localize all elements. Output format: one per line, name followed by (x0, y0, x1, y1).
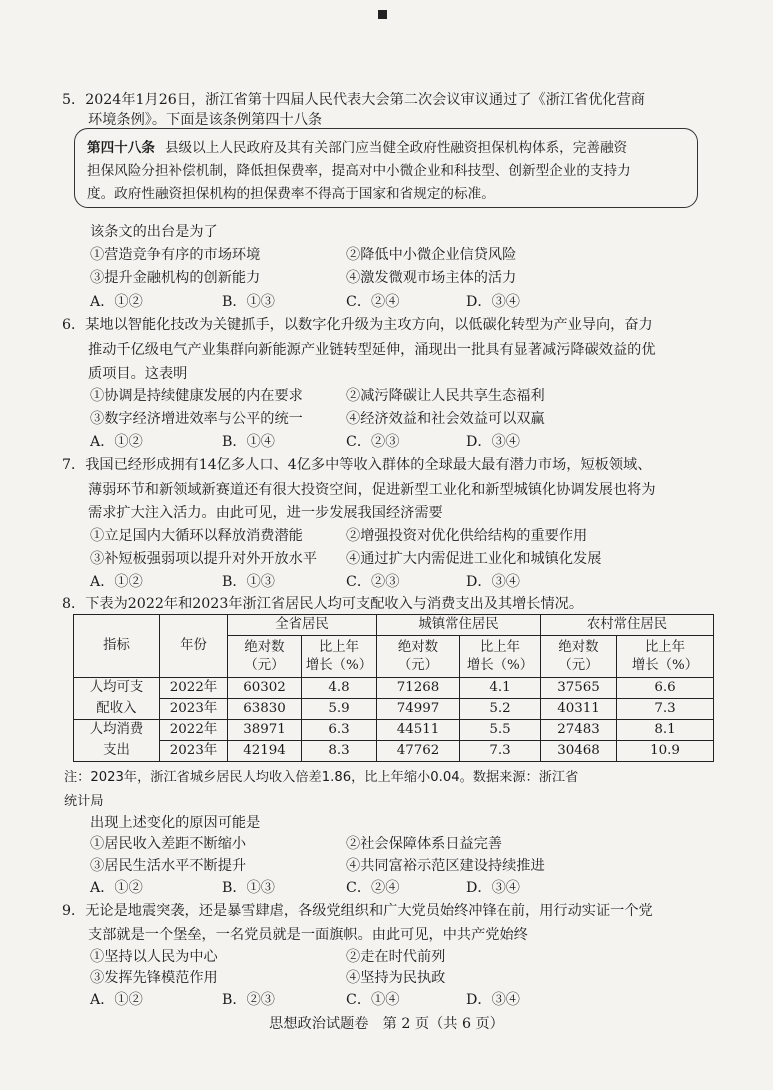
q6-statement-3: ③数字经济增进效率与公平的统一 (90, 411, 303, 427)
q6-option-c[interactable]: C．②③ (346, 434, 400, 450)
q7-statement-2: ②增强投资对优化供给结构的重要作用 (346, 528, 588, 544)
q8-statement-2: ②社会保障体系日益完善 (346, 836, 503, 852)
q5-statement-2: ②降低中小微企业信贷风险 (346, 247, 517, 263)
header-urban-growth (460, 636, 541, 678)
cell: 10.9 (617, 741, 714, 762)
row-indicator: 配收入 (74, 699, 160, 720)
q5-option-b[interactable]: B．①③ (222, 294, 275, 310)
q6-option-b[interactable]: B．①④ (222, 434, 275, 450)
page-footer: 思想政治试题卷 第 2 页（共 6 页） (269, 1016, 504, 1032)
row-year: 2022年 (160, 678, 228, 699)
q5-statement-3: ③提升金融机构的创新能力 (90, 270, 261, 286)
q8-prompt: 出现上述变化的原因可能是 (90, 815, 261, 831)
growth-label: 比上年 (318, 639, 360, 655)
q6-stem-line1: 6．某地以智能化技改为关键抓手，以数字化升级为主攻方向，以低碳化转型为产业导向，奋力 (62, 317, 653, 333)
q9-statement-3: ③发挥先锋模范作用 (90, 970, 218, 986)
q6-stem-line2: 推动千亿级电气产业集群向新能源产业链转型延伸，涌现出一批具有显著减污降碳效益的优 (88, 342, 656, 358)
growth-unit: 增长（%） (305, 657, 373, 673)
cell: 4.8 (302, 678, 377, 699)
cell: 71268 (377, 678, 460, 699)
cell: 30468 (541, 741, 617, 762)
q8-note-line1: 注：2023年，浙江省城乡居民人均收入倍差1.86，比上年缩小0.04。数据来源：浙江省 (64, 770, 579, 785)
q9-option-b[interactable]: B．②③ (222, 992, 275, 1008)
growth-label: 比上年 (644, 639, 686, 655)
q5-option-c[interactable]: C．②④ (346, 294, 400, 310)
q9-stem-line2: 支部就是一个堡垒，一名党员就是一面旗帜。由此可见，中共产党始终 (88, 927, 528, 943)
q6-stem-line3: 质项目。这表明 (88, 366, 188, 382)
cell: 40311 (541, 699, 617, 720)
q9-option-a[interactable]: A．①② (90, 992, 143, 1008)
q5-stem-line1: 5．2024年1月26日，浙江省第十四届人民代表大会第二次会议审议通过了《浙江省优化营商 (62, 92, 645, 108)
table-row (74, 678, 714, 699)
q8-option-b[interactable]: B．①③ (222, 880, 275, 896)
header-province-growth (302, 636, 377, 678)
abs-label: 绝对数 (244, 639, 285, 655)
q9-option-d[interactable]: D．③④ (466, 992, 520, 1008)
cell: 5.2 (460, 699, 541, 720)
q7-statement-3: ③补短板强弱项以提升对外开放水平 (90, 551, 318, 567)
q5-stem-line2: 环境条例》。下面是该条例第四十八条 (88, 112, 323, 128)
q5-article-line2: 担保风险分担补偿机制，降低担保费率，提高对中小微企业和科技型、创新型企业的支持力 (87, 163, 631, 179)
q9-statement-4: ④坚持为民执政 (346, 970, 446, 986)
q7-option-d[interactable]: D．③④ (466, 574, 520, 590)
q7-statement-1: ①立足国内大循环以释放消费潜能 (90, 528, 303, 544)
q5-prompt: 该条文的出台是为了 (90, 224, 218, 240)
q8-option-a[interactable]: A．①② (90, 880, 143, 896)
q8-stem-line1: 8．下表为2022年和2023年浙江省居民人均可支配收入与消费支出及其增长情况。 (62, 596, 584, 612)
q7-stem-line2: 薄弱环节和新领域新赛道还有很大投资空间，促进新型工业化和新型城镇化协调发展也将为 (88, 482, 656, 498)
growth-unit: 增长（%） (631, 657, 699, 673)
q7-stem-line3: 需求扩大注入活力。由此可见，进一步发展我国经济需要 (88, 505, 443, 521)
row-year: 2023年 (160, 699, 228, 720)
registration-mark (378, 10, 387, 19)
cell: 60302 (228, 678, 302, 699)
q8-note-line2: 统计局 (64, 794, 104, 809)
q7-option-b[interactable]: B．①③ (222, 574, 275, 590)
header-urban: 城镇常住居民 (377, 615, 541, 636)
abs-unit: （元） (244, 657, 285, 673)
q8-option-d[interactable]: D．③④ (466, 880, 520, 896)
q9-statement-1: ①坚持以人民为中心 (90, 949, 218, 965)
cell: 44511 (377, 720, 460, 741)
q9-statement-2: ②走在时代前列 (346, 949, 446, 965)
cell: 63830 (228, 699, 302, 720)
table-row (74, 720, 714, 741)
income-consumption-table (73, 614, 714, 762)
header-rural-abs (541, 636, 617, 678)
row-indicator: 人均可支 (74, 678, 160, 699)
growth-label: 比上年 (479, 639, 521, 655)
q8-statement-3: ③居民生活水平不断提升 (90, 858, 247, 874)
header-province: 全省居民 (228, 615, 377, 636)
cell: 38971 (228, 720, 302, 741)
q8-statement-1: ①居民收入差距不断缩小 (90, 836, 247, 852)
cell: 6.3 (302, 720, 377, 741)
cell: 7.3 (617, 699, 714, 720)
cell: 4.1 (460, 678, 541, 699)
q7-option-c[interactable]: C．②③ (346, 574, 400, 590)
cell: 7.3 (460, 741, 541, 762)
header-province-abs (228, 636, 302, 678)
cell: 8.1 (617, 720, 714, 741)
q5-article-line1: 县级以上人民政府及其有关部门应当健全政府性融资担保机构体系，完善融资 (164, 140, 628, 156)
row-indicator: 支出 (74, 741, 160, 762)
q7-stem-line1: 7．我国已经形成拥有14亿多人口、4亿多中等收入群体的全球最大最有潜力市场，短板领域、 (62, 457, 652, 473)
q8-statement-4: ④共同富裕示范区建设持续推进 (346, 858, 545, 874)
cell: 42194 (228, 741, 302, 762)
header-year: 年份 (160, 615, 228, 678)
q5-article-line3: 度。政府性融资担保机构的担保费率不得高于国家和省规定的标准。 (87, 186, 495, 202)
q6-option-d[interactable]: D．③④ (466, 434, 520, 450)
row-year: 2022年 (160, 720, 228, 741)
q5-statement-1: ①营造竞争有序的市场环境 (90, 247, 261, 263)
q5-article-title: 第四十八条 (87, 140, 155, 156)
growth-unit: 增长（%） (466, 657, 534, 673)
cell: 5.5 (460, 720, 541, 741)
row-year: 2023年 (160, 741, 228, 762)
q7-option-a[interactable]: A．①② (90, 574, 143, 590)
q6-statement-4: ④经济效益和社会效益可以双赢 (346, 411, 545, 427)
q6-option-a[interactable]: A．①② (90, 434, 143, 450)
cell: 37565 (541, 678, 617, 699)
q5-option-d[interactable]: D．③④ (466, 294, 520, 310)
table-row (74, 699, 714, 720)
header-rural: 农村常住居民 (541, 615, 714, 636)
q7-statement-4: ④通过扩大内需促进工业化和城镇化发展 (346, 551, 602, 567)
header-indicator: 指标 (74, 615, 160, 678)
row-indicator: 人均消费 (74, 720, 160, 741)
cell: 27483 (541, 720, 617, 741)
header-rural-growth (617, 636, 714, 678)
cell: 8.3 (302, 741, 377, 762)
q5-statement-4: ④激发微观市场主体的活力 (346, 270, 517, 286)
abs-label: 绝对数 (397, 639, 439, 655)
table-row (74, 741, 714, 762)
q9-stem-line1: 9．无论是地震突袭，还是暴雪肆虐，各级党组织和广大党员始终冲锋在前，用行动实证一个党 (62, 903, 653, 919)
cell: 47762 (377, 741, 460, 762)
q6-statement-1: ①协调是持续健康发展的内在要求 (90, 388, 303, 404)
abs-label: 绝对数 (558, 639, 599, 655)
header-urban-abs (377, 636, 460, 678)
cell: 6.6 (617, 678, 714, 699)
q5-option-a[interactable]: A．①② (90, 294, 143, 310)
cell: 74997 (377, 699, 460, 720)
abs-unit: （元） (397, 657, 439, 673)
abs-unit: （元） (558, 657, 599, 673)
cell: 5.9 (302, 699, 377, 720)
q6-statement-2: ②减污降碳让人民共享生态福利 (346, 388, 545, 404)
q8-option-c[interactable]: C．②④ (346, 880, 400, 896)
q5-article-box (74, 128, 698, 208)
q9-option-c[interactable]: C．①④ (346, 992, 400, 1008)
